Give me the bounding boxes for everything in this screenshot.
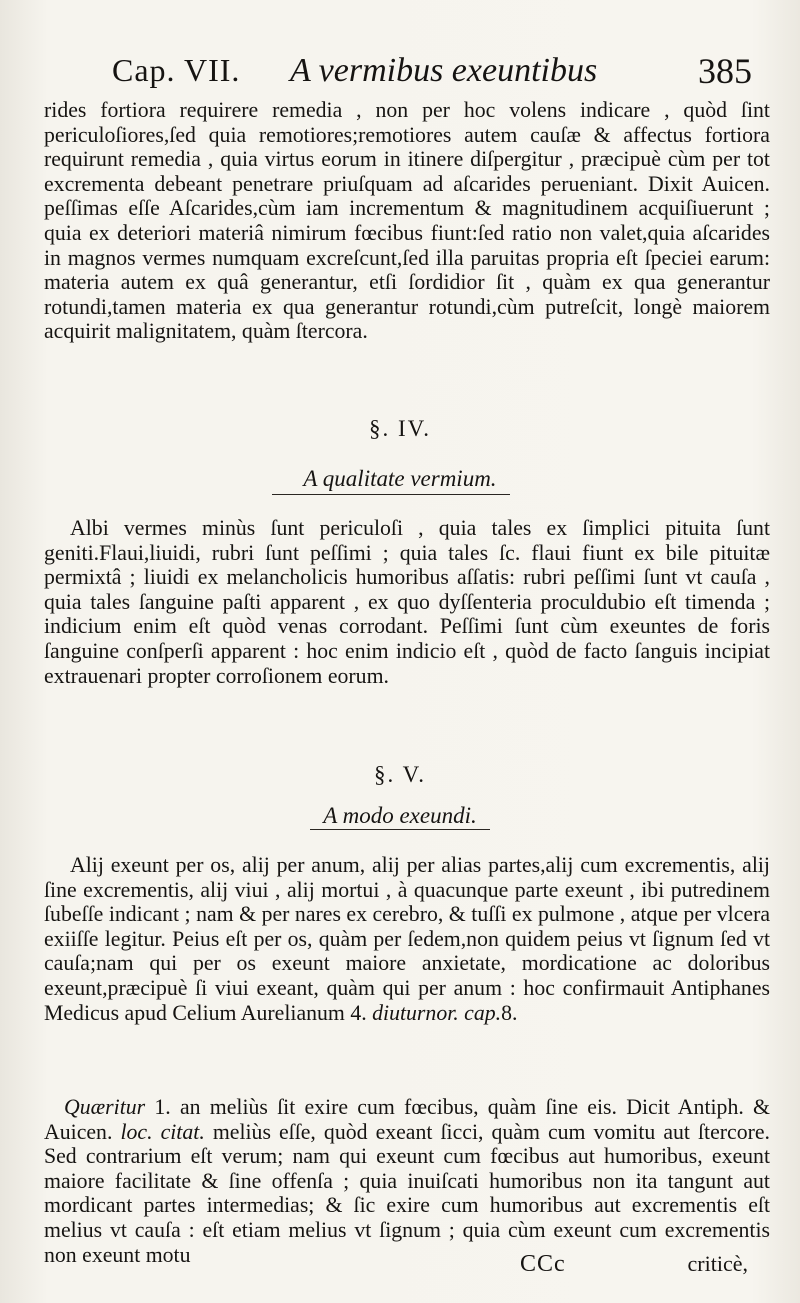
section-title-underline bbox=[272, 494, 510, 495]
paragraph-modo-exeundi bbox=[44, 853, 770, 1025]
paragraph-text: Alij exeunt per os, alij per anum, alij per alias partes,alij cum excrementis, alij ſine excrementis, alij viui , alij mortui , à quacunque parte exeunt , ibi putredinem ſubeſſe indicant ; nam & per nares ex cerebro, & tuſſi ex pulmone , atque per vlcera exiiſſe legitur. Peius eſt per os, quàm per ſedem,non quidem peius vt ſignum ſed vt cauſa;nam qui per os exeunt maiore anxietate, mordicatione ac doloribus exeunt,præcipuè ſi viui exeant, quàm qui per anum : hoc confirmauit Antiphanes Medicus apud Celium Aurelianum 4. bbox=[44, 853, 770, 1025]
section-title-qualitate: A qualitate vermium. bbox=[303, 466, 497, 491]
paragraph-text: meliùs eſſe, quòd exeant ſicci, quàm cum vomitu aut ſtercore. Sed contrarium eſt verum; nam qui exeunt cum fœcibus aut humoribus, exeunt maiore facilitate & ſine offenſa ; quia inuiſcati humoribus non ita tangunt aut mordicant partes intermedias; & ſic exire cum humoribus aut excrementis eſt melius vt cauſa : eſt etiam melius vt ſignum ; quia cùm exeunt cum excrementis non exeunt motu bbox=[44, 1119, 770, 1267]
section-title-underline bbox=[310, 829, 490, 830]
section-number-iv: §. IV. bbox=[368, 416, 432, 441]
citation: loc. citat. bbox=[120, 1119, 205, 1144]
page-number: 385 bbox=[698, 51, 752, 91]
chapter-label: Cap. VII. bbox=[112, 52, 241, 88]
signature-mark: CCc bbox=[520, 1251, 566, 1277]
section-number-v: §. V. bbox=[374, 762, 426, 787]
catchword: criticè, bbox=[687, 1251, 748, 1276]
paragraph-continuation: rides fortiora requirere remedia , non per hoc volens indicare , quòd ſint periculoſiores,ſed quia remotiores;remotiores autem cauſæ & affectus fortiora requirunt remedia , quia virtus eorum in itinere diſpergitur , præcipuè cùm per tot excrementa debeant penetrare priuſquam ad aſcarides perueniant. Dixit Auicen. peſſimas eſſe Aſcarides,cùm iam incrementum & magnitudinem acquiſiuerunt ; quia ex deteriori materiâ nimirum fœcibus fiunt:ſed ratio non valet,quia aſcarides in magnos vermes numquam excreſcunt,ſed illa paruitas propria eſt ſpeciei earum: materia autem ex quâ generantur, etſi ſordidior ſit , quàm ex qua generantur rotundi,tamen materia ex qua generantur rotundi,cùm putreſcit, longè maiorem acquirit malignitatem, quàm ſtercora. bbox=[44, 98, 770, 344]
section-title-modo-exeundi: A modo exeundi. bbox=[323, 803, 477, 828]
paragraph-text: 1. an meliùs ſit exire cum fœcibus, quàm ſine eis. Dicit Antiph. & Auicen. bbox=[44, 1095, 770, 1144]
paragraph-quaeritur bbox=[44, 1095, 770, 1267]
page-footer bbox=[520, 1251, 748, 1281]
paragraph-qualitate: Albi vermes minùs ſunt periculoſi , quia tales ex ſimplici pituita ſunt geniti.Flaui,liuidi, rubri ſunt peſſimi ; quia tales ſc. flaui fiunt ex bile pituitæ permixtâ ; liuidi ex melancholicis humoribus aſſatis: rubri peſſimi ſunt vt cauſa , quia tales ſanguine paſti apparent , ex quo dyſſenteria proculdubio eſt timenda ; indicium enim eſt quòd venas corrodant. Peſſimi ſunt cùm exeuntes de foris ſanguine conſperſi apparent : hoc enim indicio eſt , quòd de facto ſanguis incipiat extrauenari propter corroſionem eorum. bbox=[44, 516, 770, 688]
paragraph-text-end: 8. bbox=[501, 1000, 518, 1025]
citation: diuturnor. cap. bbox=[372, 1000, 502, 1025]
running-title: A vermibus exeuntibus bbox=[290, 52, 598, 89]
quaeritur-lead: Quæritur bbox=[64, 1095, 146, 1119]
running-header bbox=[112, 50, 752, 98]
